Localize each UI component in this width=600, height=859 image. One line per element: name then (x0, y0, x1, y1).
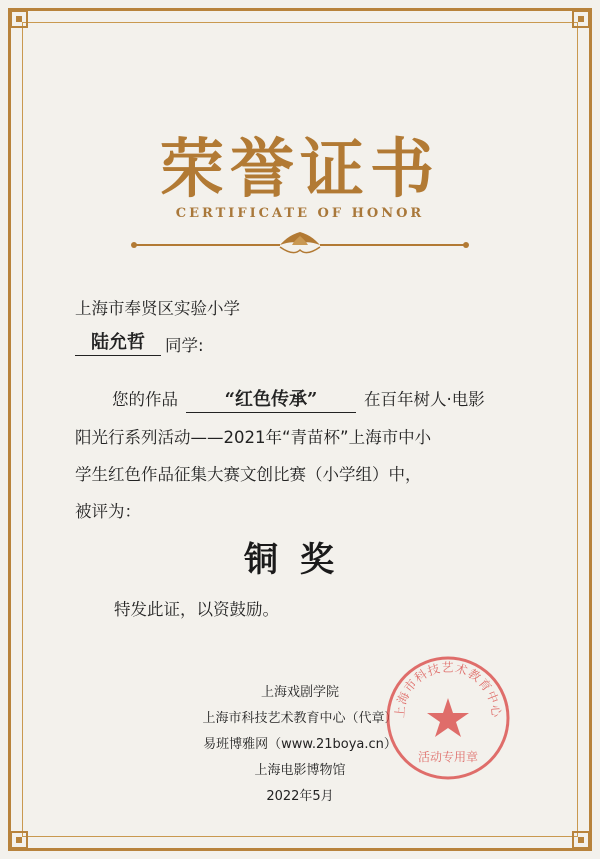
body-line-1 (112, 385, 485, 413)
student-name: 陆允哲 (75, 328, 161, 356)
corner-ornament-bottom-left (8, 829, 30, 851)
svg-text:活动专用章: 活动专用章 (417, 750, 479, 764)
body-intro: 您的作品 (112, 390, 178, 409)
corner-ornament-bottom-right (570, 829, 592, 851)
issuer-4: 上海电影博物馆 (254, 763, 346, 778)
body-line-2: 阳光行系列活动——2021年“青苗杯”上海市中小 (75, 428, 432, 447)
certificate-subtitle: CERTIFICATE OF HONOR (175, 206, 425, 221)
body-line1-end: 在百年树人·电影 (364, 390, 485, 409)
certificate-title: 荣誉证书 (160, 133, 440, 207)
official-seal-stamp-icon (383, 653, 513, 783)
award-title: 铜奖 (244, 540, 356, 580)
svg-text:上海市科技艺术教育中心: 上海市科技艺术教育中心 (392, 660, 504, 719)
school-name: 上海市奉贤区实验小学 (75, 299, 240, 318)
corner-ornament-top-right (570, 8, 592, 30)
work-title: “红色传承” (186, 385, 356, 413)
issue-date: 2022年5月 (266, 789, 334, 804)
closing-text: 特发此证，以资鼓励。 (114, 600, 279, 619)
student-suffix: 同学: (165, 336, 204, 355)
issuer-2: 上海市科技艺术教育中心（代章） (202, 711, 398, 726)
issuer-1: 上海戏剧学院 (260, 685, 339, 700)
flourish-divider-icon (130, 228, 470, 260)
issuer-3: 易班博雅网（www.21boya.cn） (203, 737, 397, 752)
student-line (75, 332, 204, 356)
corner-ornament-top-left (8, 8, 30, 30)
body-line-3: 学生红色作品征集大赛文创比赛（小学组）中， (75, 465, 422, 484)
body-line-4: 被评为： (75, 502, 141, 521)
